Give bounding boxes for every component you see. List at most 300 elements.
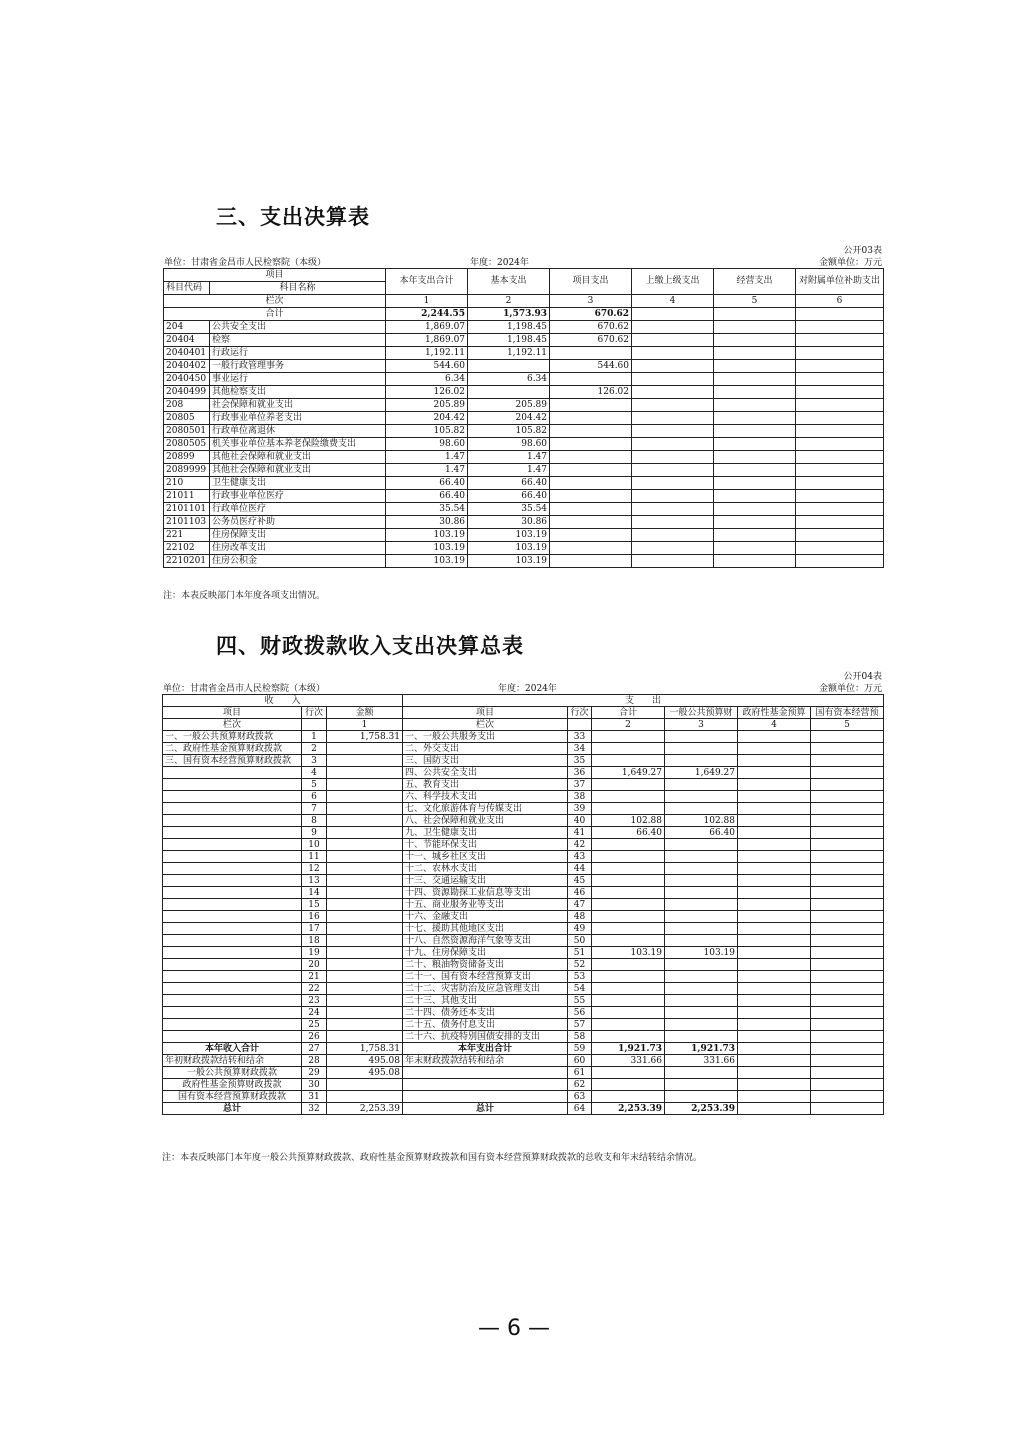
expense-amount xyxy=(811,959,884,971)
table-row xyxy=(163,1091,884,1103)
income-amount xyxy=(327,743,403,755)
subject-code: 2080505 xyxy=(164,438,210,451)
expense-amount xyxy=(665,935,738,947)
income-item: 三、国有资本经营预算财政拨款 xyxy=(163,755,302,767)
expense-amount xyxy=(811,899,884,911)
expense-line: 54 xyxy=(568,983,592,995)
subject-name: 行政事业单位养老支出 xyxy=(210,412,386,425)
expense-amount xyxy=(592,959,665,971)
expense-amount xyxy=(811,827,884,839)
income-amount xyxy=(327,959,403,971)
income-amount xyxy=(327,911,403,923)
expense-amount xyxy=(811,1055,884,1067)
amount-cell xyxy=(796,438,884,451)
income-item xyxy=(163,959,302,971)
expense-item: 八、社会保障和就业支出 xyxy=(403,815,568,827)
expense-amount xyxy=(665,779,738,791)
expense-amount xyxy=(811,995,884,1007)
amount-cell xyxy=(550,542,632,555)
expense-item: 四、公共安全支出 xyxy=(403,767,568,779)
income-line: 23 xyxy=(302,995,327,1007)
total-value: 670.62 xyxy=(550,308,632,321)
amount-cell: 30.86 xyxy=(468,516,550,529)
amount-cell xyxy=(550,503,632,516)
expense-amount: 102.88 xyxy=(665,815,738,827)
expense-amount xyxy=(665,1067,738,1079)
amount-cell: 544.60 xyxy=(386,360,468,373)
income-line: 9 xyxy=(302,827,327,839)
expense-item: 二十三、其他支出 xyxy=(403,995,568,1007)
expense-amount xyxy=(738,1067,811,1079)
amount-cell xyxy=(714,490,796,503)
expense-amount xyxy=(665,875,738,887)
expense-amount xyxy=(811,935,884,947)
amount-cell: 98.60 xyxy=(468,438,550,451)
expense-header: 支 出 xyxy=(403,695,884,707)
expense-item: 十二、农林水支出 xyxy=(403,863,568,875)
amount-cell xyxy=(714,464,796,477)
col-number: 4 xyxy=(632,295,714,308)
table-row xyxy=(163,815,884,827)
expense-amount xyxy=(811,1031,884,1043)
expense-line: 42 xyxy=(568,839,592,851)
income-amount xyxy=(327,803,403,815)
expense-amount xyxy=(811,767,884,779)
amount-cell xyxy=(714,542,796,555)
table-row xyxy=(163,911,884,923)
expense-amount xyxy=(592,743,665,755)
amount-cell: 126.02 xyxy=(386,386,468,399)
amount-cell xyxy=(632,386,714,399)
expense-line: 52 xyxy=(568,959,592,971)
expense-amount: 66.40 xyxy=(592,827,665,839)
subject-code: 208 xyxy=(164,399,210,412)
amount-cell: 103.19 xyxy=(468,542,550,555)
income-line: 17 xyxy=(302,923,327,935)
subject-code: 20404 xyxy=(164,334,210,347)
expense-line: 57 xyxy=(568,1019,592,1031)
expense-item: 本年支出合计 xyxy=(403,1043,568,1055)
subject-name: 其他社会保障和就业支出 xyxy=(210,464,386,477)
amount-cell: 105.82 xyxy=(468,425,550,438)
income-amount xyxy=(327,827,403,839)
amount-cell xyxy=(714,399,796,412)
income-line: 11 xyxy=(302,851,327,863)
table-row xyxy=(163,1007,884,1019)
income-line: 22 xyxy=(302,983,327,995)
expense-amount xyxy=(811,947,884,959)
income-amount: 495.08 xyxy=(327,1067,403,1079)
income-amount: 1,758.31 xyxy=(327,731,403,743)
amount-cell xyxy=(550,347,632,360)
expense-amount xyxy=(738,851,811,863)
income-line: 6 xyxy=(302,791,327,803)
subject-code: 2040401 xyxy=(164,347,210,360)
expense-amount xyxy=(811,791,884,803)
amount-cell: 35.54 xyxy=(468,503,550,516)
header-item: 项目 xyxy=(164,269,386,282)
income-item: 一、一般公共预算财政拨款 xyxy=(163,731,302,743)
subject-name: 公共安全支出 xyxy=(210,321,386,334)
income-line: 31 xyxy=(302,1091,327,1103)
income-line: 16 xyxy=(302,911,327,923)
col-number: 2 xyxy=(592,719,665,731)
table-row xyxy=(163,923,884,935)
income-item xyxy=(163,779,302,791)
expense-item: 二、外交支出 xyxy=(403,743,568,755)
table-row xyxy=(163,899,884,911)
income-item xyxy=(163,791,302,803)
income-line: 12 xyxy=(302,863,327,875)
table-row xyxy=(163,1043,884,1055)
income-item xyxy=(163,803,302,815)
amount-cell: 1.47 xyxy=(468,464,550,477)
header-col: 对附属单位补助支出 xyxy=(796,269,884,295)
expense-amount xyxy=(738,1055,811,1067)
total-label: 合计 xyxy=(164,308,386,321)
expense-amount xyxy=(665,995,738,1007)
income-line: 26 xyxy=(302,1031,327,1043)
table-row xyxy=(163,743,884,755)
amount-cell xyxy=(714,347,796,360)
expense-amount xyxy=(738,1103,811,1115)
income-item xyxy=(163,995,302,1007)
expense-amount xyxy=(665,971,738,983)
amount-cell xyxy=(632,412,714,425)
expense-item: 十六、金融支出 xyxy=(403,911,568,923)
expense-amount: 331.66 xyxy=(665,1055,738,1067)
income-item xyxy=(163,899,302,911)
expense-line: 58 xyxy=(568,1031,592,1043)
expense-item: 二十、粮油物资储备支出 xyxy=(403,959,568,971)
income-item: 本年收入合计 xyxy=(163,1043,302,1055)
amount-cell xyxy=(714,438,796,451)
amount-cell xyxy=(550,451,632,464)
header-col: 经营支出 xyxy=(714,269,796,295)
income-item xyxy=(163,839,302,851)
amount-cell xyxy=(796,334,884,347)
expense-line: 64 xyxy=(568,1103,592,1115)
income-amount xyxy=(327,791,403,803)
subject-name: 行政单位离退休 xyxy=(210,425,386,438)
expense-item: 二十四、债务还本支出 xyxy=(403,1007,568,1019)
expense-item xyxy=(403,1091,568,1103)
expense-item: 十三、交通运输支出 xyxy=(403,875,568,887)
section3-title: 三、支出决算表 xyxy=(216,205,370,229)
expense-line: 51 xyxy=(568,947,592,959)
expense-table xyxy=(163,268,884,568)
subject-code: 20805 xyxy=(164,412,210,425)
expense-amount xyxy=(811,887,884,899)
table-row xyxy=(164,347,884,360)
expense-amount: 103.19 xyxy=(592,947,665,959)
amount-cell xyxy=(632,399,714,412)
expense-amount xyxy=(738,1043,811,1055)
header-code: 科目代码 xyxy=(164,282,210,295)
expense-amount xyxy=(665,899,738,911)
income-line: 18 xyxy=(302,935,327,947)
expense-amount xyxy=(592,923,665,935)
expense-amount xyxy=(738,959,811,971)
amount-cell xyxy=(632,555,714,568)
fiscal-summary-table xyxy=(162,694,884,1115)
table-row xyxy=(163,1067,884,1079)
income-item xyxy=(163,815,302,827)
table-row xyxy=(164,334,884,347)
expense-item: 七、文化旅游体育与传媒支出 xyxy=(403,803,568,815)
expense-amount xyxy=(738,1091,811,1103)
col-number: 1 xyxy=(327,719,403,731)
income-amount xyxy=(327,947,403,959)
expense-item: 二十五、债务付息支出 xyxy=(403,1019,568,1031)
page-number: — 6 — xyxy=(478,1316,550,1341)
amount-cell xyxy=(632,542,714,555)
subject-name: 一般行政管理事务 xyxy=(210,360,386,373)
amount-cell xyxy=(632,451,714,464)
table-row xyxy=(163,887,884,899)
section4-title: 四、财政拨款收入支出决算总表 xyxy=(216,634,524,658)
section4-amount-unit: 金额单位：万元 xyxy=(818,684,882,694)
expense-amount: 103.19 xyxy=(665,947,738,959)
expense-amount xyxy=(665,839,738,851)
section3-note: 注：本表反映部门本年度各项支出情况。 xyxy=(163,591,326,601)
subject-name: 其他检察支出 xyxy=(210,386,386,399)
expense-amount xyxy=(592,875,665,887)
expense-amount xyxy=(592,1079,665,1091)
amount-cell: 103.19 xyxy=(386,529,468,542)
income-line: 29 xyxy=(302,1067,327,1079)
expense-amount: 102.88 xyxy=(592,815,665,827)
table-row xyxy=(163,971,884,983)
table-row xyxy=(164,425,884,438)
amount-cell: 66.40 xyxy=(468,490,550,503)
table-row xyxy=(163,791,884,803)
income-header: 收 入 xyxy=(163,695,403,707)
subject-name: 住房公积金 xyxy=(210,555,386,568)
expense-amount xyxy=(811,1019,884,1031)
amount-cell xyxy=(550,529,632,542)
amount-cell xyxy=(714,555,796,568)
amount-cell xyxy=(796,503,884,516)
expense-amount xyxy=(811,1091,884,1103)
amount-cell: 1,192.11 xyxy=(386,347,468,360)
expense-amount xyxy=(592,887,665,899)
income-amount xyxy=(327,1031,403,1043)
expense-amount xyxy=(811,755,884,767)
amount-cell: 66.40 xyxy=(386,490,468,503)
expense-amount xyxy=(665,1031,738,1043)
header-exp-col: 政府性基金预算 xyxy=(738,707,811,719)
expense-amount xyxy=(665,1079,738,1091)
expense-item: 十五、商业服务业等支出 xyxy=(403,899,568,911)
col-number: 3 xyxy=(550,295,632,308)
expense-item: 一、一般公共服务支出 xyxy=(403,731,568,743)
amount-cell: 1,869.07 xyxy=(386,334,468,347)
expense-line: 44 xyxy=(568,863,592,875)
expense-item: 十九、住房保障支出 xyxy=(403,947,568,959)
total-value xyxy=(714,308,796,321)
amount-cell: 103.19 xyxy=(468,555,550,568)
expense-amount xyxy=(592,995,665,1007)
expense-amount xyxy=(665,1091,738,1103)
empty-cell xyxy=(302,719,327,731)
income-amount xyxy=(327,767,403,779)
table-row xyxy=(163,1031,884,1043)
expense-amount xyxy=(665,803,738,815)
amount-cell: 204.42 xyxy=(468,412,550,425)
subject-name: 卫生健康支出 xyxy=(210,477,386,490)
expense-amount xyxy=(592,851,665,863)
income-item xyxy=(163,923,302,935)
expense-amount xyxy=(811,743,884,755)
income-line: 5 xyxy=(302,779,327,791)
income-amount xyxy=(327,839,403,851)
table-row xyxy=(164,529,884,542)
total-value: 1,573.93 xyxy=(468,308,550,321)
amount-cell xyxy=(796,399,884,412)
amount-cell xyxy=(550,490,632,503)
expense-amount xyxy=(811,1079,884,1091)
expense-amount xyxy=(592,911,665,923)
table-row xyxy=(163,947,884,959)
amount-cell: 105.82 xyxy=(386,425,468,438)
expense-amount xyxy=(811,1043,884,1055)
amount-cell xyxy=(632,490,714,503)
amount-cell: 103.19 xyxy=(386,555,468,568)
income-amount xyxy=(327,863,403,875)
subject-name: 行政单位医疗 xyxy=(210,503,386,516)
header-col: 本年支出合计 xyxy=(386,269,468,295)
expense-amount xyxy=(738,971,811,983)
table-row xyxy=(163,803,884,815)
expense-line: 61 xyxy=(568,1067,592,1079)
amount-cell xyxy=(550,555,632,568)
header-amount: 金额 xyxy=(327,707,403,719)
header-exp-col: 合计 xyxy=(592,707,665,719)
expense-amount xyxy=(811,1103,884,1115)
table-row xyxy=(164,399,884,412)
expense-amount xyxy=(592,1091,665,1103)
expense-line: 63 xyxy=(568,1091,592,1103)
subject-code: 2210201 xyxy=(164,555,210,568)
table-row xyxy=(163,767,884,779)
expense-amount xyxy=(811,779,884,791)
table-row xyxy=(164,516,884,529)
expense-amount: 2,253.39 xyxy=(592,1103,665,1115)
income-amount xyxy=(327,815,403,827)
income-line: 27 xyxy=(302,1043,327,1055)
expense-amount xyxy=(738,743,811,755)
amount-cell xyxy=(796,347,884,360)
expense-amount xyxy=(592,983,665,995)
amount-cell xyxy=(550,516,632,529)
header-exp-col: 一般公共预算财 xyxy=(665,707,738,719)
expense-amount xyxy=(738,899,811,911)
income-amount xyxy=(327,887,403,899)
amount-cell xyxy=(632,503,714,516)
amount-cell: 544.60 xyxy=(550,360,632,373)
expense-amount xyxy=(738,911,811,923)
total-value: 2,244.55 xyxy=(386,308,468,321)
expense-amount xyxy=(592,1007,665,1019)
table-row xyxy=(164,412,884,425)
expense-line: 50 xyxy=(568,935,592,947)
expense-amount xyxy=(738,803,811,815)
income-amount xyxy=(327,1007,403,1019)
amount-cell xyxy=(796,555,884,568)
subject-code: 20899 xyxy=(164,451,210,464)
table-row xyxy=(163,779,884,791)
income-line: 7 xyxy=(302,803,327,815)
table-row xyxy=(164,555,884,568)
table-row xyxy=(164,490,884,503)
income-amount: 495.08 xyxy=(327,1055,403,1067)
amount-cell: 1.47 xyxy=(386,464,468,477)
subject-code: 2040499 xyxy=(164,386,210,399)
amount-cell xyxy=(796,542,884,555)
expense-amount xyxy=(811,1007,884,1019)
expense-amount xyxy=(665,887,738,899)
expense-amount xyxy=(738,1079,811,1091)
amount-cell: 204.42 xyxy=(386,412,468,425)
expense-amount xyxy=(738,755,811,767)
amount-cell xyxy=(796,321,884,334)
expense-amount: 1,649.27 xyxy=(665,767,738,779)
expense-item: 五、教育支出 xyxy=(403,779,568,791)
subject-name: 其他社会保障和就业支出 xyxy=(210,451,386,464)
expense-amount xyxy=(592,791,665,803)
amount-cell xyxy=(550,438,632,451)
amount-cell xyxy=(796,516,884,529)
expense-amount xyxy=(811,731,884,743)
expense-amount xyxy=(592,971,665,983)
expense-item: 十八、自然资源海洋气象等支出 xyxy=(403,935,568,947)
col-number: 2 xyxy=(468,295,550,308)
col-number: 1 xyxy=(386,295,468,308)
table-row xyxy=(163,935,884,947)
amount-cell xyxy=(714,321,796,334)
amount-cell xyxy=(714,451,796,464)
amount-cell: 1,198.45 xyxy=(468,321,550,334)
amount-cell xyxy=(632,373,714,386)
expense-amount xyxy=(738,935,811,947)
expense-amount xyxy=(665,1007,738,1019)
amount-cell xyxy=(714,425,796,438)
expense-line: 40 xyxy=(568,815,592,827)
section3-amount-unit: 金额单位：万元 xyxy=(818,258,882,268)
amount-cell xyxy=(550,464,632,477)
table-row xyxy=(163,755,884,767)
income-item xyxy=(163,983,302,995)
table-row xyxy=(164,542,884,555)
amount-cell: 205.89 xyxy=(468,399,550,412)
table-row xyxy=(163,959,884,971)
amount-cell: 66.40 xyxy=(468,477,550,490)
amount-cell xyxy=(632,438,714,451)
expense-amount xyxy=(738,1019,811,1031)
expense-amount xyxy=(592,839,665,851)
income-item xyxy=(163,827,302,839)
amount-cell xyxy=(550,477,632,490)
col-number: 4 xyxy=(738,719,811,731)
expense-amount xyxy=(592,1067,665,1079)
income-item xyxy=(163,887,302,899)
expense-amount xyxy=(811,1067,884,1079)
amount-cell: 205.89 xyxy=(386,399,468,412)
expense-amount xyxy=(811,911,884,923)
header-col: 基本支出 xyxy=(468,269,550,295)
income-line: 24 xyxy=(302,1007,327,1019)
